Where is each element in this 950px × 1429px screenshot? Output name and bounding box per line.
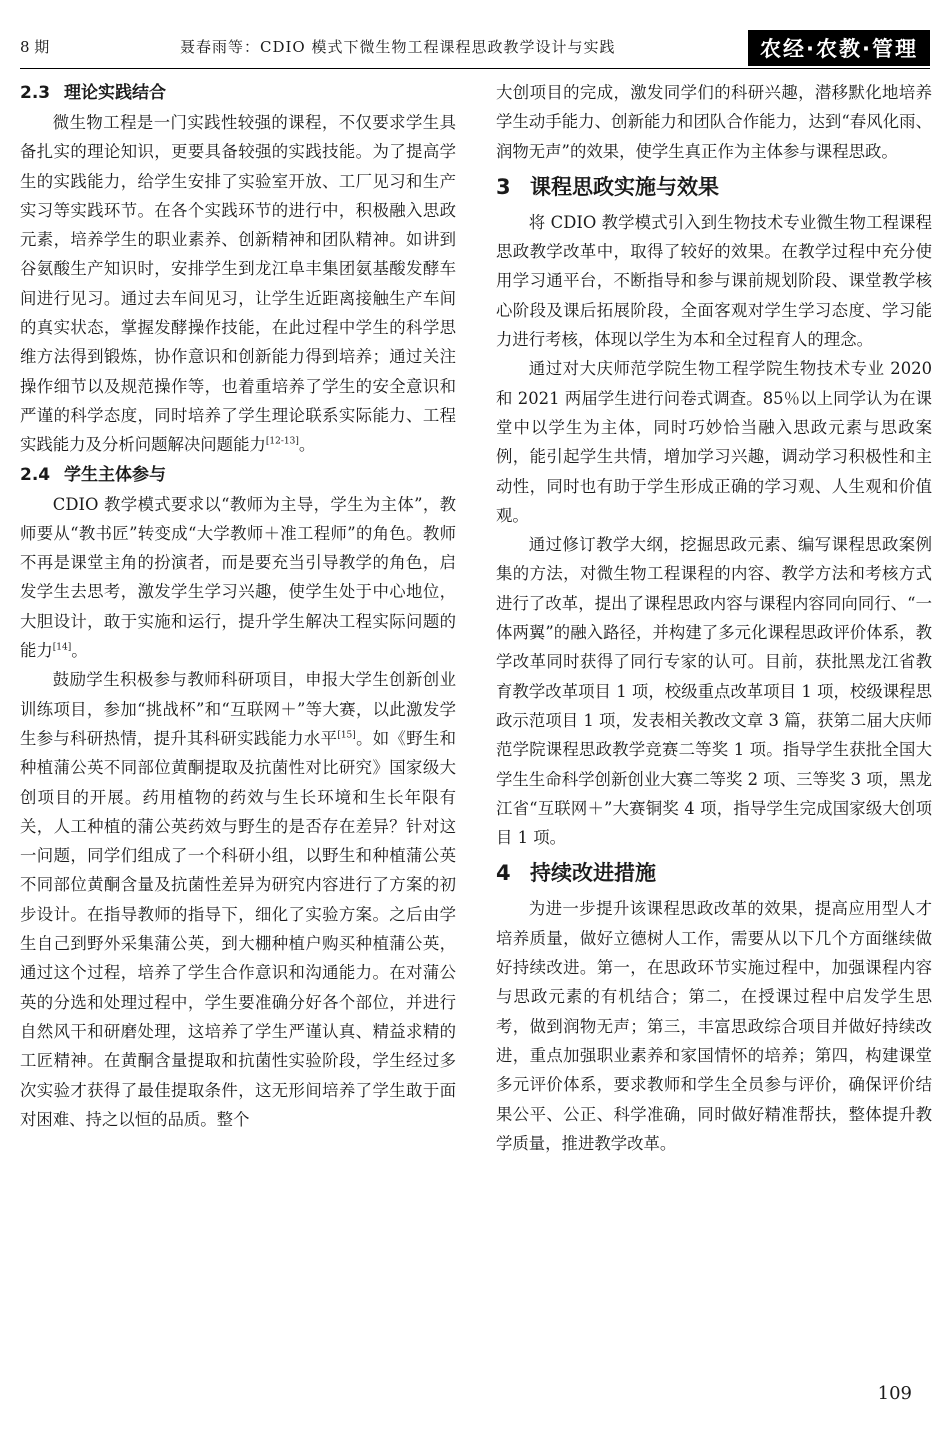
paragraph-text: 鼓励学生积极参与教师科研项目，申报大学生创新创业训练项目，参加“挑战杯”和“互联网＋”等大赛，以此激发学生参与科研热情，提升其科研实践能力水平 [20,670,456,748]
paragraph: 通过修订教学大纲，挖掘思政元素、编写课程思政案例集的方法，对微生物工程课程的内容、教学方法和考核方式进行了改革，提出了课程思政内容与课程内容同向同行、“一体两翼”的融入路径，并构建了多元化课程思政评价体系，教学改革同时获得了同行专家的认可。目前，获批黑龙江省教育教学改革项目 1 项，校级重点改革项目 1 项，校级课程思政示范项目 1 项，发表相关教改文章 3 篇，获第二届大庆师范学院课程思政教学竞赛二等奖 1 项。指导学生获批全国大学生生命科学创新创业大赛二等奖 2 项、三等奖 3 项，黑龙江省“互联网＋”大赛铜奖 4 项，指导学生完成国家级大创项目 1 项。 [496,535,932,848]
column-name-banner: 农经·农教·管理 [748,30,930,66]
section-number: 2.4 [20,464,51,485]
section-2-3-heading [20,78,456,108]
page-header [20,30,930,66]
paragraph-continued: 大创项目的完成，激发同学们的科研兴趣，潜移默化地培养学生动手能力、创新能力和团队合作能力，达到“春风化雨、润物无声”的效果，使学生真正作为主体参与课程思政。 [496,83,932,161]
paragraph-text: 。 [298,435,316,455]
section-number: 3 [496,174,511,199]
section-number: 4 [496,861,511,886]
paragraph [20,108,456,460]
paragraph-text: 。如《野生和种植蒲公英不同部位黄酮提取及抗菌性对比研究》国家级大创项目的开展。药用植物的药效与生长环境和生长年限有关，人工种植的蒲公英药效与野生的是否存在差异？针对这一问题，同学们组成了一个科研小组，以野生和种植蒲公英不同部位黄酮含量及抗菌性差异为研究内容进行了方案的初步设计。在指导教师的指导下，细化了实验方案。之后由学生自己到野外采集蒲公英，到大棚种植户购买种植蒲公英，通过这个过程，培养了学生合作意识和沟通能力。在对蒲公英的分选和处理过程中，学生要准确分好各个部位，并进行自然风干和研磨处理，这培养了学生严谨认真、精益求精的工匠精神。在黄酮含量提取和抗菌性实验阶段，学生经过多次实验才获得了最佳提取条件，这无形间培养了学生敢于面对困难、持之以恒的品质。整个 [20,728,456,1129]
citation: [15] [337,730,356,741]
paragraph: 为进一步提升该课程思政改革的效果，提高应用型人才培养质量，做好立德树人工作，需要从以下几个方面继续做好持续改进。第一，在思政环节实施过程中，加强课程内容与思政元素的有机结合；第二，在授课过程中启发学生思考，做到润物无声；第三，丰富思政综合项目并做好持续改进，重点加强职业素养和家国情怀的培养；第四，构建课堂多元评价体系，要求教师和学生全员参与评价，确保评价结果公平、公正、科学准确，同时做好精准帮扶，整体提升教学质量，推进教学改革。 [496,899,932,1153]
section-title: 理论实践结合 [64,83,166,103]
paragraph: 将 CDIO 教学模式引入到生物技术专业微生物工程课程思政教学改革中，取得了较好的效果。在教学过程中充分使用学习通平台，不断指导和参与课前规划阶段、课堂教学核心阶段及课后拓展阶段，全面客观对学生学习态度、学习能力进行考核，体现以学生为本和全过程育人的理念。 [496,212,932,350]
section-title: 持续改进措施 [530,861,656,886]
section-title: 课程思政实施与效果 [530,174,719,199]
running-title: 聂春雨等：CDIO 模式下微生物工程课程思政教学设计与实践 [180,38,616,56]
paragraph-text: CDIO 教学模式要求以“教师为主导，学生为主体”，教师要从“教书匠”转变成“大学教师＋准工程师”的角色。教师不再是课堂主角的扮演者，而是要充当引导教学的角色，启发学生去思考，激发学生学习兴趣，使学生处于中心地位，大胆设计，敢于实施和运行，提升学生解决工程实际问题的能力 [20,494,456,661]
left-column [20,78,456,1388]
paragraph [20,490,456,666]
header-rule [20,68,930,69]
paragraph-text: 微生物工程是一门实践性较强的课程，不仅要求学生具备扎实的理论知识，更要具备较强的实践技能。为了提高学生的实践能力，给学生安排了实验室开放、工厂见习和生产实习等实践环节。在各个实践环节的进行中，积极融入思政元素，培养学生的职业素养、创新精神和团队精神。如讲到谷氨酸生产知识时，安排学生到龙江阜丰集团氨基酸发酵车间进行见习。通过去车间见习，让学生近距离接触生产车间的真实状态，掌握发酵操作技能，在此过程中学生的科学思维方法得到锻炼，协作意识和创新能力得到培养；通过关注操作细节以及规范操作等，也着重培养了学生的安全意识和严谨的科学态度，同时培养了学生理论联系实际能力、工程实践能力及分析问题解决问题能力 [20,113,456,455]
paragraph-text: 。 [71,641,88,661]
paragraph [20,665,456,1134]
section-2-4-heading [20,460,456,490]
right-column [496,78,932,1388]
citation: [14] [52,642,72,653]
section-3-heading [496,166,932,208]
paragraph: 通过对大庆师范学院生物工程学院生物技术专业 2020 和 2021 两届学生进行问卷式调查。85％以上同学认为在课堂中以学生为主体，同时巧妙恰当融入思政元素与思政案例，能引起学生共情，增加学习兴趣，调动学习积极性和主动性，同时也有助于学生形成正确的学习观、人生观和价值观。 [496,359,932,525]
page-number: 109 [877,1383,912,1404]
section-number: 2.3 [20,83,51,103]
issue-number: 8 期 [20,38,50,56]
citation: [12-13] [265,436,299,447]
section-4-heading [496,852,932,894]
section-title: 学生主体参与 [64,464,166,485]
